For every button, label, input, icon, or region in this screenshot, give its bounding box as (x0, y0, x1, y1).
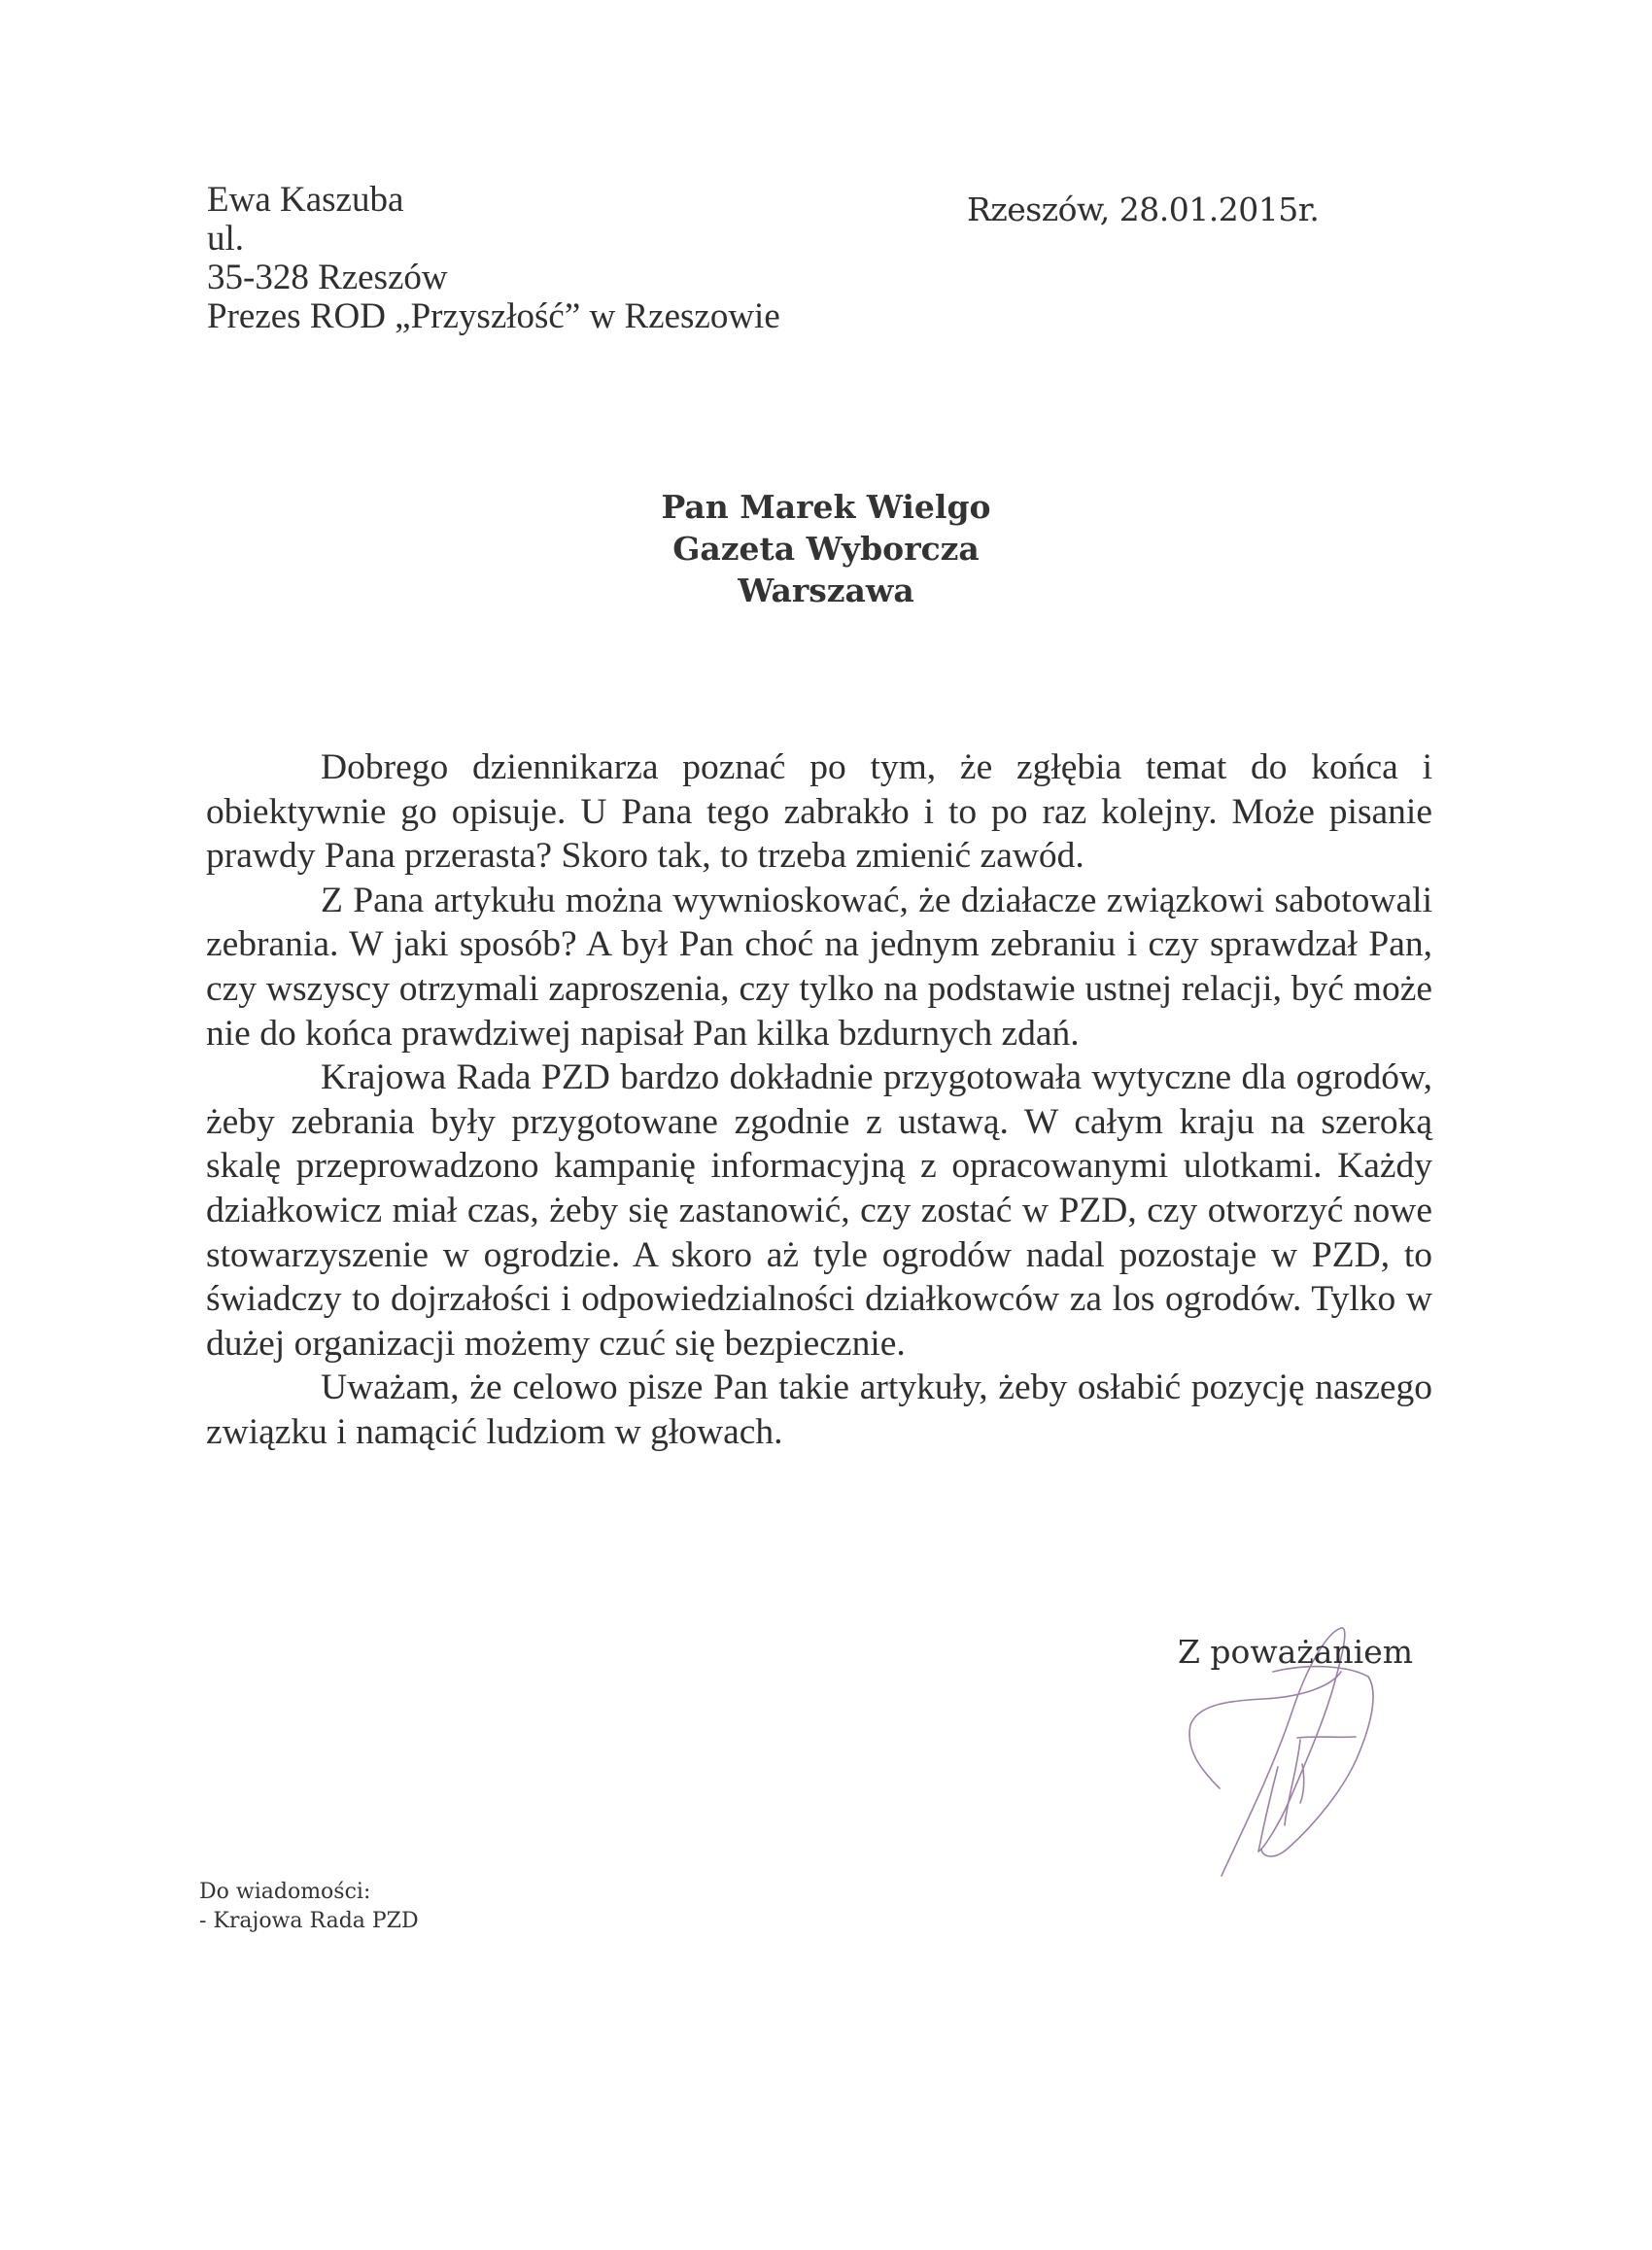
body-paragraph: Dobrego dziennikarza poznać po tym, że zgłębia temat do końca i obiektywnie go opisuje. U Pana tego zabrakło i to po raz kolejny. Może pisanie prawdy Pana przerasta? Skoro tak, to trzeba zmienić zawód. (206, 747, 1432, 877)
body-paragraph: Uważam, że celowo pisze Pan takie artykuły, żeby osłabić pozycję naszego związku i namącić ludziom w głowach. (206, 1367, 1432, 1452)
recipient-block (544, 486, 1108, 611)
sender-street: ul. (207, 219, 245, 259)
sender-role: Prezes ROD „Przyszłość” w Rzeszowie (207, 296, 780, 336)
sender-block (207, 181, 780, 336)
place-date: Rzeszów, 28.01.2015r. (967, 190, 1320, 228)
recipient-name: Pan Marek Wielgo (661, 488, 991, 526)
cc-recipient: - Krajowa Rada PZD (199, 1909, 419, 1933)
closing-salutation: Z poważaniem (1178, 1633, 1414, 1671)
cc-block (199, 1878, 419, 1936)
body-paragraph: Krajowa Rada PZD bardzo dokładnie przygotowała wytyczne dla ogrodów, żeby zebrania były przygotowane zgodnie z ustawą. W całym kraju na szeroką skalę przeprowadzono kampanię informacyjną z opracowanymi ulotkami. Każdy działkowicz miał czas, żeby się zastanowić, czy zostać w PZD, czy otworzyć nowe stowarzyszenie w ogrodzie. A skoro aż tyle ogrodów nadal pozostaje w PZD, to świadczy to dojrzałości i odpowiedzialności działkowców za los ogrodów. Tylko w dużej organizacji możemy czuć się bezpiecznie. (206, 1057, 1432, 1364)
recipient-organization: Gazeta Wyborcza (672, 530, 980, 568)
letter-body (206, 745, 1432, 1455)
sender-name: Ewa Kaszuba (207, 180, 404, 220)
sender-city: 35-328 Rzeszów (207, 258, 448, 297)
body-paragraph: Z Pana artykułu można wywnioskować, że działacze związkowi sabotowali zebrania. W jaki sposób? A był Pan choć na jednym zebraniu i czy sprawdzał Pan, czy wszyscy otrzymali zaproszenia, czy tylko na podstawie ustnej relacji, być może nie do końca prawdziwej napisał Pan kilka bzdurnych zdań. (206, 880, 1432, 1054)
cc-label: Do wiadomości: (199, 1880, 371, 1904)
recipient-city: Warszawa (738, 571, 914, 609)
